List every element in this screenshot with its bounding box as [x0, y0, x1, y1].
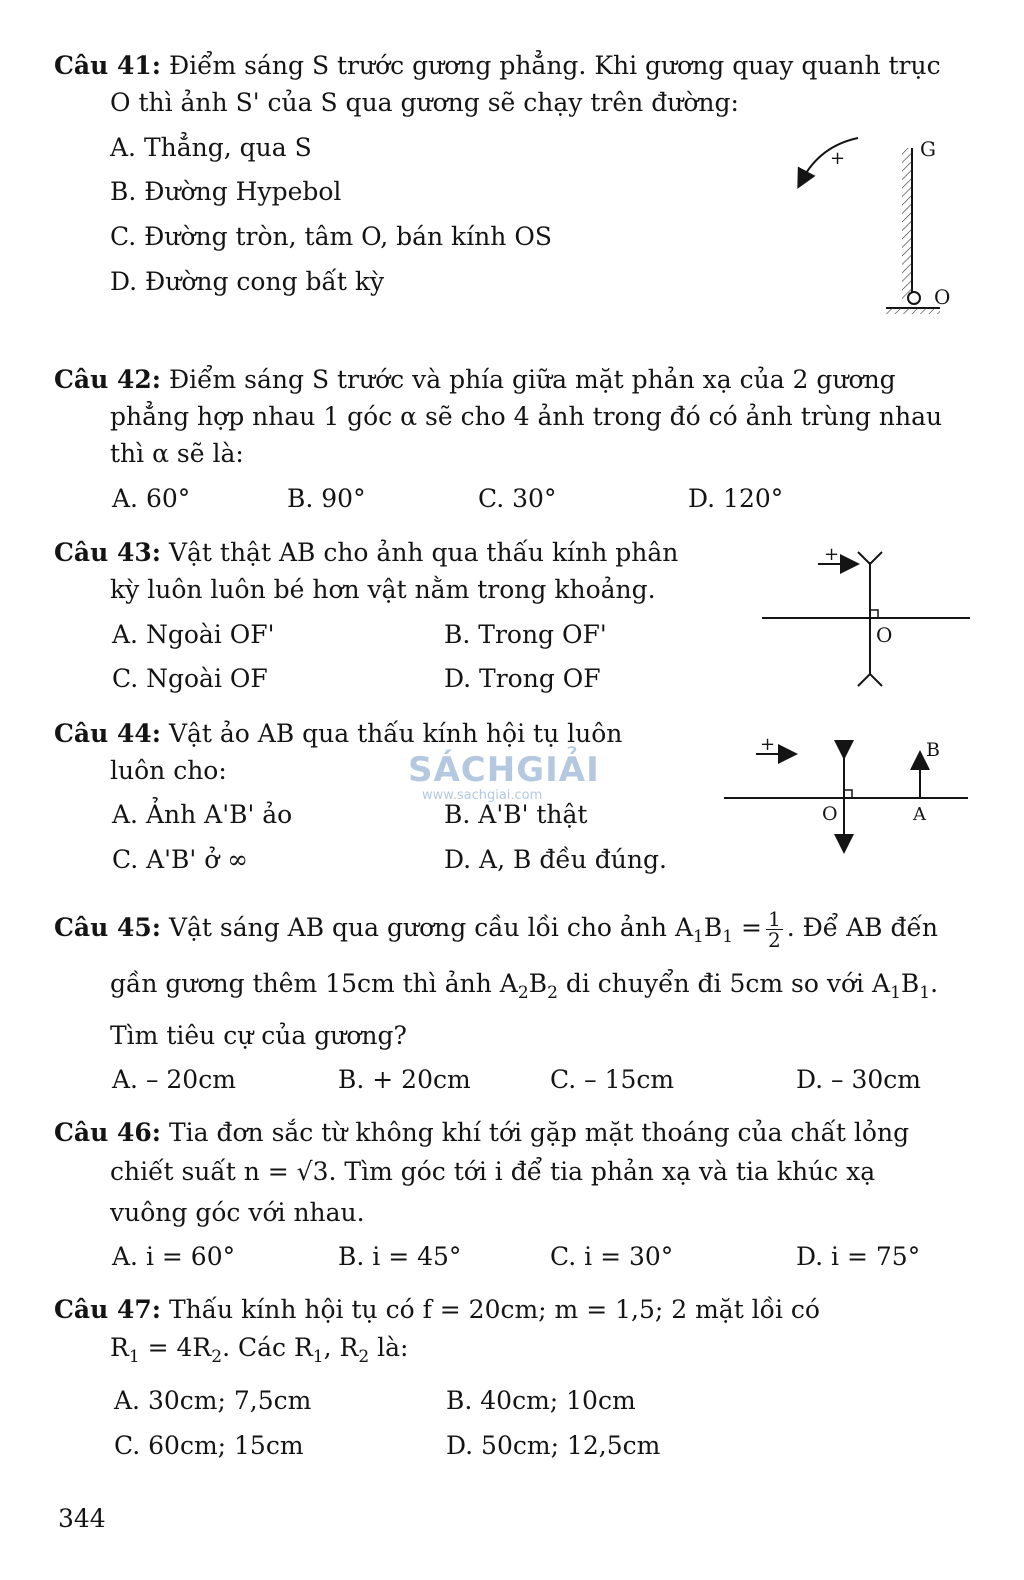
q44-option-c[interactable]: C. A'B' ở ∞: [112, 845, 249, 874]
q41-text-line1: Câu 41: Điểm sáng S trước gương phẳng. Khi gương quay quanh trục: [54, 51, 941, 80]
q47-option-c[interactable]: C. 60cm; 15cm: [114, 1431, 304, 1460]
q41-option-b[interactable]: B. Đường Hypebol: [110, 177, 342, 206]
q42-option-a[interactable]: A. 60°: [112, 484, 191, 513]
q41-text-line2: O thì ảnh S' của S qua gương sẽ chạy trên đường:: [110, 88, 739, 117]
pivot-o: [908, 292, 920, 304]
q45-text-line3: Tìm tiêu cự của gương?: [110, 1021, 407, 1050]
q42-text-line3: thì α sẽ là:: [110, 439, 244, 468]
q47-text-line1: Câu 47: Thấu kính hội tụ có f = 20cm; m = 1,5; 2 mặt lồi có: [54, 1295, 820, 1324]
mirror-label-g: G: [920, 137, 936, 161]
q43-diverging-lens-figure: [760, 540, 975, 690]
q43-option-a[interactable]: A. Ngoài OF': [112, 620, 275, 649]
q45-option-c[interactable]: C. – 15cm: [550, 1065, 675, 1094]
q46-text-line1: Câu 46: Tia đơn sắc từ không khí tới gặp mặt thoáng của chất lỏng: [54, 1118, 910, 1147]
q44-point-a: A: [913, 804, 926, 825]
q43-text-line2: kỳ luôn luôn bé hơn vật nằm trong khoảng.: [110, 575, 656, 604]
q42-text-line1: Câu 42: Điểm sáng S trước và phía giữa mặt phản xạ của 2 gương: [54, 365, 896, 394]
q45-option-a[interactable]: A. – 20cm: [112, 1065, 236, 1094]
q47-option-d[interactable]: D. 50cm; 12,5cm: [446, 1431, 661, 1460]
q44-text-line1: Câu 44: Vật ảo AB qua thấu kính hội tụ luôn: [54, 719, 623, 748]
pivot-label-o: O: [934, 285, 951, 309]
q44-point-b: B: [926, 739, 940, 761]
q46-option-a[interactable]: A. i = 60°: [112, 1242, 236, 1271]
q47-text-line2: $R_1 = 4R_2$. Các $R_1$, $R_2$ là:: [110, 1333, 409, 1367]
q42-option-b[interactable]: B. 90°: [287, 484, 366, 513]
q46-refractive-index: n = √3: [243, 1157, 329, 1186]
q44-text-line2: luôn cho:: [110, 756, 227, 785]
q43-sign-label: +: [824, 544, 840, 565]
q45-text-line2: gần gương thêm 15cm thì ảnh $A_2B_2$ di chuyển đi 5cm so với $A_1B_1$.: [110, 969, 939, 1003]
q44-center-label-o: O: [822, 803, 838, 825]
q46-option-d[interactable]: D. i = 75°: [796, 1242, 921, 1271]
q43-option-d[interactable]: D. Trong OF: [444, 664, 601, 693]
q44-converging-lens-figure: [722, 728, 972, 860]
q46-text-line3: vuông góc với nhau.: [110, 1198, 365, 1227]
q44-option-d[interactable]: D. A, B đều đúng.: [444, 845, 667, 874]
q46-option-c[interactable]: C. i = 30°: [550, 1242, 674, 1271]
q47-option-a[interactable]: A. 30cm; 7,5cm: [114, 1386, 312, 1415]
q41-option-c[interactable]: C. Đường tròn, tâm O, bán kính OS: [110, 222, 552, 251]
q43-option-b[interactable]: B. Trong OF': [444, 620, 607, 649]
rotation-sign-label: +: [830, 148, 846, 169]
q43-text-line1: Câu 43: Vật thật AB cho ảnh qua thấu kính phân: [54, 538, 679, 567]
q45-text-line1: Câu 45: Vật sáng AB qua gương cầu lồi cho ảnh $A_1B_1$ = $\frac{1}{2}$ . Để AB đến: [54, 907, 938, 952]
q41-option-d[interactable]: D. Đường cong bất kỳ: [110, 267, 385, 296]
q42-text-line2: phẳng hợp nhau 1 góc α sẽ cho 4 ảnh trong đó có ảnh trùng nhau: [110, 402, 943, 431]
q41-mirror-figure: [790, 130, 970, 330]
q44-sign-label: +: [760, 734, 776, 755]
q45-option-b[interactable]: B. + 20cm: [338, 1065, 471, 1094]
q43-option-c[interactable]: C. Ngoài OF: [112, 664, 268, 693]
q44-option-b[interactable]: B. A'B' thật: [444, 800, 588, 829]
q41-option-a[interactable]: A. Thẳng, qua S: [110, 133, 312, 162]
q42-option-d[interactable]: D. 120°: [688, 484, 784, 513]
q45-fraction: $\frac{1}{2}$: [767, 907, 781, 952]
q47-option-b[interactable]: B. 40cm; 10cm: [446, 1386, 636, 1415]
q46-text-line2: chiết suất n = √3. Tìm góc tới i để tia phản xạ và tia khúc xạ: [110, 1157, 876, 1186]
q45-option-d[interactable]: D. – 30cm: [796, 1065, 922, 1094]
q46-option-b[interactable]: B. i = 45°: [338, 1242, 462, 1271]
q44-option-a[interactable]: A. Ảnh A'B' ảo: [112, 800, 293, 829]
q43-center-label-o: O: [876, 623, 893, 647]
q42-option-c[interactable]: C. 30°: [478, 484, 557, 513]
watermark-url: www.sachgiai.com: [422, 788, 543, 803]
page-number: 344: [58, 1504, 106, 1533]
watermark-logo: SÁCHGIẢI: [408, 750, 600, 790]
watermark: [408, 750, 600, 803]
